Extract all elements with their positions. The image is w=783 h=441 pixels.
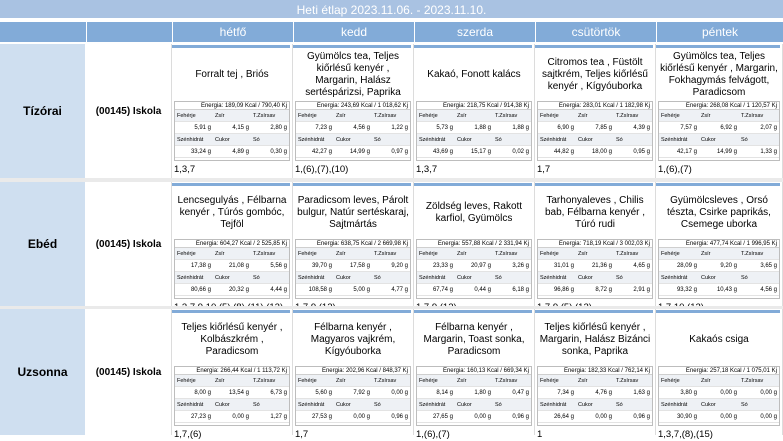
allergen-codes: 1,7 <box>537 164 551 175</box>
fat-label: Zsír <box>699 375 739 387</box>
menu-cell <box>535 44 656 178</box>
menu-cell <box>293 44 414 178</box>
satfat-label: T.Zsírsav <box>251 110 289 122</box>
satfat-value: 4,39 g <box>614 122 652 134</box>
row-ebed <box>0 182 783 306</box>
fat-value: 4,76 g <box>576 387 614 399</box>
sugar-value: 4,89 g <box>213 146 251 158</box>
satfat-label: T.Zsírsav <box>251 248 289 260</box>
menu-cell <box>293 182 414 306</box>
protein-value: 23,33 g <box>417 260 455 272</box>
satfat-value: 1,63 g <box>614 387 652 399</box>
carb-value: 96,86 g <box>538 284 576 296</box>
satfat-label: T.Zsírsav <box>614 375 652 387</box>
salt-value: 0,96 g <box>614 411 652 423</box>
food-description: Kakaó, Fonott kalács <box>427 69 521 80</box>
sugar-value: 15,17 g <box>455 146 493 158</box>
protein-value: 7,34 g <box>538 387 576 399</box>
sugar-label: Cukor <box>699 272 739 284</box>
food-description: Gyümölcsleves , Orsó tészta, Csirke paprikás, Csemege uborka <box>667 195 771 230</box>
satfat-label: T.Zsírsav <box>739 375 779 387</box>
salt-label: Só <box>739 399 779 411</box>
satfat-value: 0,00 g <box>372 387 410 399</box>
sugar-value: 18,00 g <box>576 146 614 158</box>
fat-label: Zsír <box>455 110 493 122</box>
protein-label: Fehérje <box>538 110 576 122</box>
salt-value: 0,95 g <box>614 146 652 158</box>
fat-label: Zsír <box>455 248 493 260</box>
food-description: Gyümölcs tea, Teljes kiőrlésű kenyér , Margarin, Halász sertéspárizsi, Paprika <box>305 51 401 98</box>
day-header-thursday: csütörtök <box>535 22 656 42</box>
protein-value: 8,00 g <box>175 387 213 399</box>
sugar-value: 8,72 g <box>576 284 614 296</box>
fat-label: Zsír <box>699 248 739 260</box>
salt-label: Só <box>372 134 410 146</box>
protein-label: Fehérje <box>538 248 576 260</box>
sugar-value: 0,00 g <box>576 411 614 423</box>
protein-label: Fehérje <box>417 375 455 387</box>
carb-label: Szénhidrát <box>175 272 213 284</box>
fat-label: Zsír <box>455 375 493 387</box>
menu-cell <box>414 182 535 306</box>
food-description: Zöldség leves, Rakott karfiol, Gyümölcs <box>425 201 523 224</box>
protein-label: Fehérje <box>296 375 334 387</box>
satfat-value: 3,65 g <box>739 260 779 272</box>
fat-value: 6,92 g <box>699 122 739 134</box>
allergen-codes: 1,7,(6) <box>174 429 202 440</box>
fat-label: Zsír <box>213 110 251 122</box>
energy-value: Energia: 189,09 Kcal / 790,40 Kj <box>175 102 289 110</box>
allergen-codes: 1,(6),(7) <box>658 164 692 175</box>
allergen-codes: 1 <box>537 429 543 440</box>
sugar-label: Cukor <box>455 272 493 284</box>
protein-label: Fehérje <box>659 248 699 260</box>
sugar-label: Cukor <box>455 399 493 411</box>
carb-value: 27,53 g <box>296 411 334 423</box>
fat-value: 0,00 g <box>699 387 739 399</box>
energy-value: Energia: 266,44 Kcal / 1 113,72 Kj <box>175 367 289 375</box>
protein-value: 39,70 g <box>296 260 334 272</box>
nutrition-table <box>295 239 411 299</box>
fat-label: Zsír <box>213 375 251 387</box>
carb-value: 30,90 g <box>659 411 699 423</box>
carb-label: Szénhidrát <box>296 399 334 411</box>
carb-label: Szénhidrát <box>417 272 455 284</box>
carb-label: Szénhidrát <box>659 399 699 411</box>
energy-value: Energia: 283,01 Kcal / 1 182,98 Kj <box>538 102 652 110</box>
cell-accent-line <box>172 45 290 48</box>
salt-value: 4,44 g <box>251 284 289 296</box>
cell-accent-line <box>414 183 532 186</box>
nutrition-table <box>295 366 411 426</box>
allergen-codes: 1,(6),(7) <box>416 429 450 440</box>
nutrition-table <box>537 239 653 299</box>
satfat-value: 2,07 g <box>739 122 779 134</box>
sugar-label: Cukor <box>699 134 739 146</box>
carb-label: Szénhidrát <box>538 272 576 284</box>
meal-label: Uzsonna <box>0 309 86 435</box>
protein-label: Fehérje <box>417 248 455 260</box>
sugar-label: Cukor <box>213 272 251 284</box>
fat-value: 21,08 g <box>213 260 251 272</box>
nutrition-table <box>295 101 411 161</box>
food-description: Teljes kiőrlésű kenyér , Margarin, Halász Bizánci sonka, Paprika <box>539 322 651 357</box>
cell-accent-line <box>535 183 653 186</box>
corner-cell <box>0 22 86 42</box>
salt-label: Só <box>614 272 652 284</box>
carb-label: Szénhidrát <box>175 399 213 411</box>
nutrition-table <box>537 366 653 426</box>
nutrition-table <box>174 366 290 426</box>
fat-value: 13,54 g <box>213 387 251 399</box>
menu-cell <box>172 44 293 178</box>
satfat-label: T.Zsírsav <box>614 110 652 122</box>
food-description: Gyümölcs tea, Teljes kiőrlésű kenyér , Margarin, Fokhagymás felvágott, Paradicsom <box>660 51 778 98</box>
sugar-value: 0,44 g <box>455 284 493 296</box>
energy-value: Energia: 182,33 Kcal / 762,14 Kj <box>538 367 652 375</box>
carb-value: 42,17 g <box>659 146 699 158</box>
carb-label: Szénhidrát <box>538 399 576 411</box>
protein-label: Fehérje <box>175 375 213 387</box>
menu-cell <box>172 182 293 306</box>
carb-label: Szénhidrát <box>296 134 334 146</box>
sugar-value: 0,00 g <box>213 411 251 423</box>
salt-label: Só <box>251 272 289 284</box>
sugar-value: 0,00 g <box>455 411 493 423</box>
food-description: Lencsegulyás , Félbarna kenyér , Túrós gombóc, Tejföl <box>177 195 287 230</box>
fat-value: 4,15 g <box>213 122 251 134</box>
fat-label: Zsír <box>699 110 739 122</box>
food-description: Kakaós csiga <box>689 334 749 345</box>
nutrition-table <box>174 101 290 161</box>
meal-label: Tízórai <box>0 44 86 178</box>
sugar-label: Cukor <box>334 399 372 411</box>
day-header-friday: péntek <box>656 22 783 42</box>
school-header-cell <box>86 22 172 42</box>
satfat-label: T.Zsírsav <box>493 110 531 122</box>
protein-label: Fehérje <box>296 110 334 122</box>
page-title: Heti étlap 2023.11.06. - 2023.11.10. <box>0 0 783 20</box>
protein-value: 28,09 g <box>659 260 699 272</box>
allergen-codes: 1,(6),(7),(10) <box>295 164 349 175</box>
allergen-codes: 1,7 <box>295 429 309 440</box>
satfat-label: T.Zsírsav <box>614 248 652 260</box>
nutrition-table <box>416 239 532 299</box>
allergen-codes: 1,3,7 <box>416 164 438 175</box>
carb-label: Szénhidrát <box>417 134 455 146</box>
satfat-label: T.Zsírsav <box>372 110 410 122</box>
menu-cell <box>535 182 656 306</box>
fat-value: 20,97 g <box>455 260 493 272</box>
energy-value: Energia: 718,19 Kcal / 3 002,03 Kj <box>538 240 652 248</box>
carb-value: 108,58 g <box>296 284 334 296</box>
carb-label: Szénhidrát <box>175 134 213 146</box>
nutrition-table <box>416 366 532 426</box>
sugar-value: 0,00 g <box>334 411 372 423</box>
sugar-value: 0,00 g <box>699 411 739 423</box>
salt-label: Só <box>493 134 531 146</box>
food-description: Paradicsom leves, Párolt bulgur, Natúr sertéskaraj, Sajtmártás <box>297 195 409 230</box>
sugar-label: Cukor <box>213 399 251 411</box>
fat-label: Zsír <box>334 248 372 260</box>
fat-value: 1,88 g <box>455 122 493 134</box>
fat-value: 4,56 g <box>334 122 372 134</box>
protein-label: Fehérje <box>659 375 699 387</box>
food-description: Tarhonyaleves , Chilis bab, Félbarna kenyér , Túró rudi <box>544 195 646 230</box>
carb-value: 93,32 g <box>659 284 699 296</box>
fat-value: 1,80 g <box>455 387 493 399</box>
carb-value: 43,69 g <box>417 146 455 158</box>
nutrition-table <box>537 101 653 161</box>
cell-accent-line <box>172 183 290 186</box>
menu-cell <box>656 309 783 440</box>
satfat-label: T.Zsírsav <box>251 375 289 387</box>
protein-label: Fehérje <box>296 248 334 260</box>
fat-value: 9,20 g <box>699 260 739 272</box>
protein-value: 3,80 g <box>659 387 699 399</box>
protein-label: Fehérje <box>417 110 455 122</box>
sugar-label: Cukor <box>699 399 739 411</box>
energy-value: Energia: 202,96 Kcal / 848,37 Kj <box>296 367 410 375</box>
carb-value: 27,65 g <box>417 411 455 423</box>
school-label: (00145) Iskola <box>86 44 172 178</box>
sugar-value: 14,99 g <box>699 146 739 158</box>
protein-value: 7,57 g <box>659 122 699 134</box>
salt-label: Só <box>372 272 410 284</box>
salt-value: 0,00 g <box>739 411 779 423</box>
protein-label: Fehérje <box>538 375 576 387</box>
salt-value: 1,27 g <box>251 411 289 423</box>
satfat-value: 0,47 g <box>493 387 531 399</box>
nutrition-table <box>658 101 780 161</box>
salt-value: 2,91 g <box>614 284 652 296</box>
allergen-codes: 1,3,7 <box>174 164 196 175</box>
food-description: Forralt tej , Briós <box>195 69 269 80</box>
fat-value: 21,36 g <box>576 260 614 272</box>
protein-label: Fehérje <box>659 110 699 122</box>
menu-cell <box>414 309 535 440</box>
sugar-value: 5,00 g <box>334 284 372 296</box>
satfat-value: 1,22 g <box>372 122 410 134</box>
carb-value: 26,64 g <box>538 411 576 423</box>
protein-value: 17,38 g <box>175 260 213 272</box>
salt-label: Só <box>251 399 289 411</box>
satfat-value: 0,00 g <box>739 387 779 399</box>
satfat-label: T.Zsírsav <box>372 375 410 387</box>
satfat-value: 2,80 g <box>251 122 289 134</box>
energy-value: Energia: 477,74 Kcal / 1 996,95 Kj <box>659 240 779 248</box>
sugar-value: 14,99 g <box>334 146 372 158</box>
carb-value: 33,24 g <box>175 146 213 158</box>
days-header <box>0 22 783 42</box>
sugar-label: Cukor <box>455 134 493 146</box>
row-tizorai <box>0 44 783 178</box>
sugar-label: Cukor <box>334 272 372 284</box>
menu-cell <box>535 309 656 440</box>
sugar-label: Cukor <box>576 134 614 146</box>
protein-value: 5,60 g <box>296 387 334 399</box>
satfat-value: 3,26 g <box>493 260 531 272</box>
salt-label: Só <box>493 399 531 411</box>
food-description: Citromos tea , Füstölt sajtkrém, Teljes kiőrlésű kenyér , Kígyóuborka <box>542 57 648 92</box>
protein-label: Fehérje <box>175 248 213 260</box>
satfat-label: T.Zsírsav <box>493 248 531 260</box>
day-header-tuesday: kedd <box>293 22 414 42</box>
nutrition-table <box>416 101 532 161</box>
protein-value: 5,91 g <box>175 122 213 134</box>
cell-accent-line <box>293 183 411 186</box>
energy-value: Energia: 557,88 Kcal / 2 331,94 Kj <box>417 240 531 248</box>
satfat-value: 4,65 g <box>614 260 652 272</box>
allergen-codes: 1,3,7,(8),(15) <box>658 429 713 440</box>
carb-value: 67,74 g <box>417 284 455 296</box>
salt-value: 4,56 g <box>739 284 779 296</box>
cell-accent-line <box>535 310 653 313</box>
fat-label: Zsír <box>576 375 614 387</box>
sugar-value: 10,43 g <box>699 284 739 296</box>
salt-value: 0,30 g <box>251 146 289 158</box>
salt-label: Só <box>614 399 652 411</box>
salt-label: Só <box>739 272 779 284</box>
salt-value: 0,96 g <box>372 411 410 423</box>
salt-value: 0,97 g <box>372 146 410 158</box>
carb-value: 27,23 g <box>175 411 213 423</box>
sugar-label: Cukor <box>576 399 614 411</box>
carb-value: 42,27 g <box>296 146 334 158</box>
protein-value: 31,01 g <box>538 260 576 272</box>
sugar-value: 20,32 g <box>213 284 251 296</box>
salt-label: Só <box>614 134 652 146</box>
menu-cell <box>656 44 783 178</box>
menu-cell <box>414 44 535 178</box>
satfat-label: T.Zsírsav <box>493 375 531 387</box>
fat-label: Zsír <box>334 375 372 387</box>
cell-accent-line <box>293 310 411 313</box>
nutrition-table <box>658 239 780 299</box>
protein-value: 6,90 g <box>538 122 576 134</box>
salt-label: Só <box>372 399 410 411</box>
salt-label: Só <box>493 272 531 284</box>
protein-label: Fehérje <box>175 110 213 122</box>
energy-value: Energia: 638,75 Kcal / 2 669,98 Kj <box>296 240 410 248</box>
satfat-value: 9,20 g <box>372 260 410 272</box>
energy-value: Energia: 604,27 Kcal / 2 525,85 Kj <box>175 240 289 248</box>
carb-label: Szénhidrát <box>659 134 699 146</box>
carb-label: Szénhidrát <box>538 134 576 146</box>
carb-label: Szénhidrát <box>659 272 699 284</box>
menu-cell <box>656 182 783 306</box>
satfat-label: T.Zsírsav <box>739 110 779 122</box>
fat-value: 7,85 g <box>576 122 614 134</box>
cell-accent-line <box>656 45 780 48</box>
nutrition-table <box>174 239 290 299</box>
salt-value: 1,33 g <box>739 146 779 158</box>
menu-cell <box>293 309 414 440</box>
sugar-label: Cukor <box>576 272 614 284</box>
food-description: Félbarna kenyér , Margarin, Toast sonka, Paradicsom <box>423 322 525 357</box>
day-header-monday: hétfő <box>172 22 293 42</box>
salt-value: 0,02 g <box>493 146 531 158</box>
school-label: (00145) Iskola <box>86 182 172 306</box>
cell-accent-line <box>293 45 411 48</box>
carb-label: Szénhidrát <box>417 399 455 411</box>
fat-label: Zsír <box>576 110 614 122</box>
satfat-value: 5,56 g <box>251 260 289 272</box>
food-description: Teljes kiőrlésű kenyér , Kolbászkrém , Paradicsom <box>181 322 283 357</box>
energy-value: Energia: 268,08 Kcal / 1 120,57 Kj <box>659 102 779 110</box>
cell-accent-line <box>414 310 532 313</box>
satfat-label: T.Zsírsav <box>739 248 779 260</box>
cell-accent-line <box>172 310 290 313</box>
fat-value: 17,58 g <box>334 260 372 272</box>
meal-label: Ebéd <box>0 182 86 306</box>
carb-value: 80,66 g <box>175 284 213 296</box>
fat-label: Zsír <box>334 110 372 122</box>
nutrition-table <box>658 366 780 426</box>
salt-label: Só <box>739 134 779 146</box>
menu-cell <box>172 309 293 440</box>
fat-label: Zsír <box>576 248 614 260</box>
fat-label: Zsír <box>213 248 251 260</box>
energy-value: Energia: 243,69 Kcal / 1 018,62 Kj <box>296 102 410 110</box>
sugar-label: Cukor <box>334 134 372 146</box>
row-uzsonna <box>0 309 783 440</box>
cell-accent-line <box>414 45 532 48</box>
fat-value: 7,92 g <box>334 387 372 399</box>
carb-label: Szénhidrát <box>296 272 334 284</box>
protein-value: 7,23 g <box>296 122 334 134</box>
energy-value: Energia: 160,13 Kcal / 669,34 Kj <box>417 367 531 375</box>
protein-value: 8,14 g <box>417 387 455 399</box>
food-description: Félbarna kenyér , Magyaros vajkrém, Kígyóuborka <box>310 322 396 357</box>
sugar-label: Cukor <box>213 134 251 146</box>
satfat-label: T.Zsírsav <box>372 248 410 260</box>
satfat-value: 1,88 g <box>493 122 531 134</box>
salt-label: Só <box>251 134 289 146</box>
salt-value: 6,18 g <box>493 284 531 296</box>
energy-value: Energia: 257,18 Kcal / 1 075,01 Kj <box>659 367 779 375</box>
salt-value: 0,96 g <box>493 411 531 423</box>
salt-value: 4,77 g <box>372 284 410 296</box>
cell-accent-line <box>535 45 653 48</box>
school-label: (00145) Iskola <box>86 309 172 435</box>
carb-value: 44,82 g <box>538 146 576 158</box>
cell-accent-line <box>656 310 780 313</box>
protein-value: 5,73 g <box>417 122 455 134</box>
cell-accent-line <box>656 183 780 186</box>
satfat-value: 6,73 g <box>251 387 289 399</box>
energy-value: Energia: 218,75 Kcal / 914,38 Kj <box>417 102 531 110</box>
day-header-wednesday: szerda <box>414 22 535 42</box>
